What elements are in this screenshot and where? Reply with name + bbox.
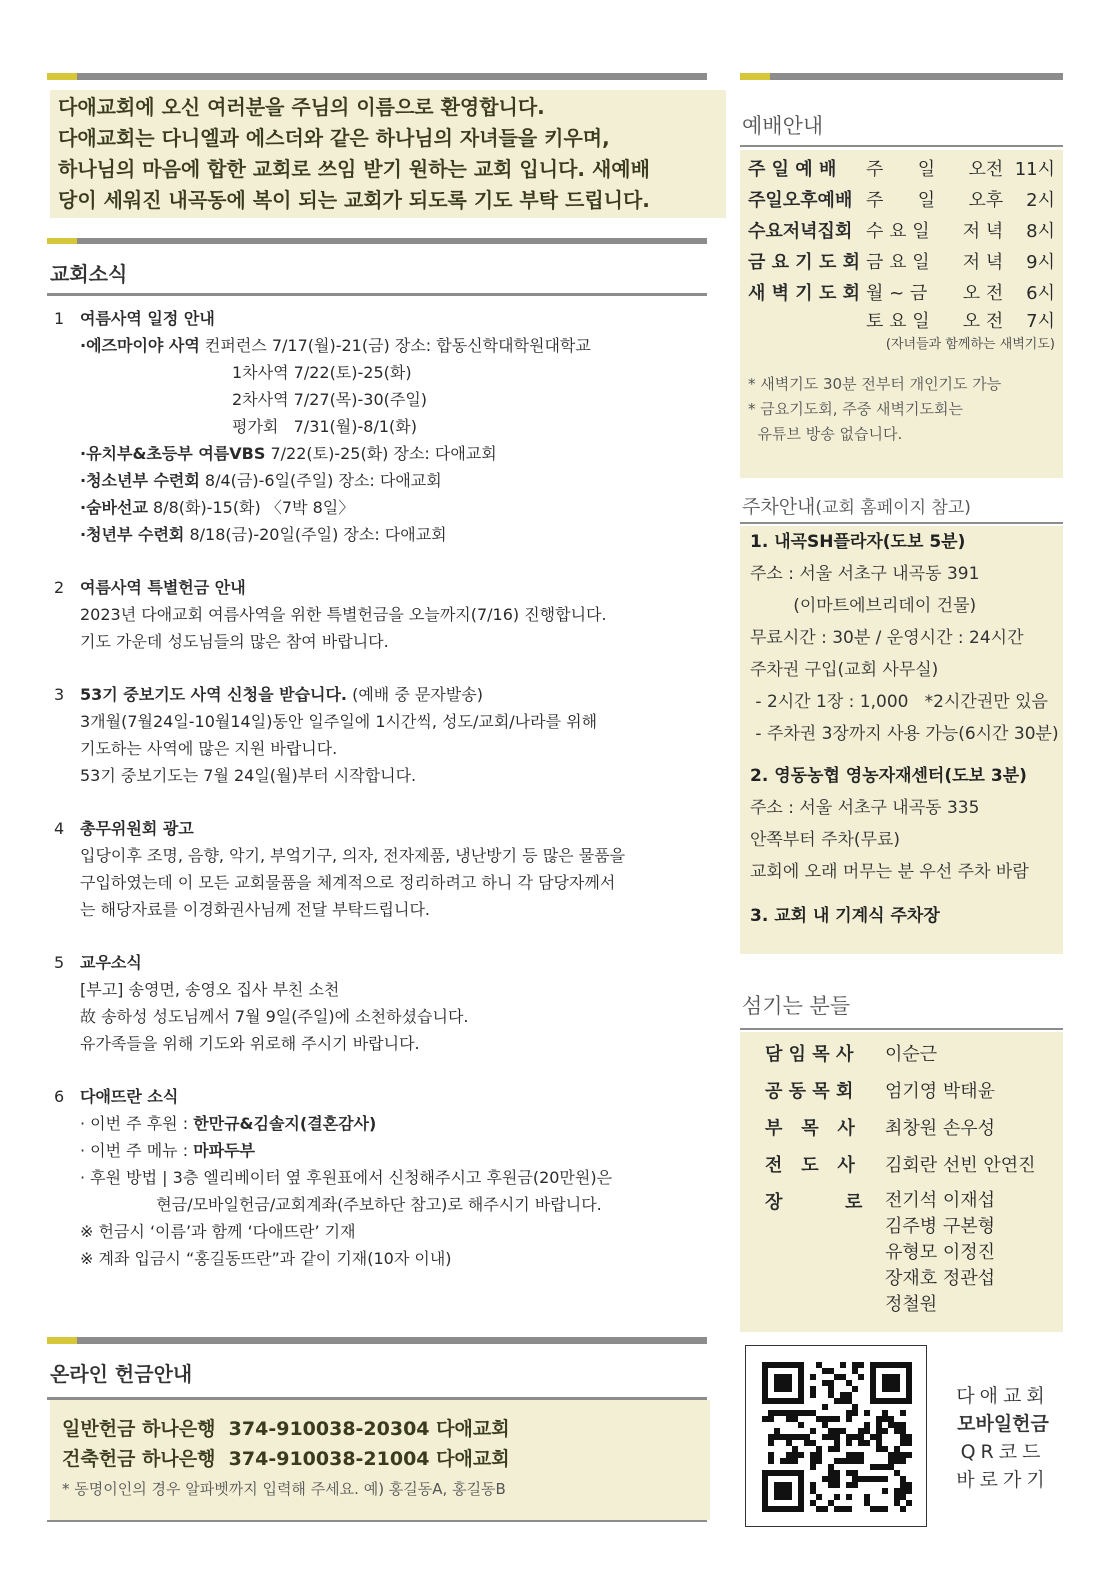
worship-notes: [748, 372, 1055, 447]
news-item: [50, 305, 730, 548]
servers-rule: [740, 1028, 1063, 1030]
online-bottom-rule: [47, 1520, 707, 1522]
worship-rule: [740, 145, 1063, 147]
news-line: 는 해당자료를 이경화권사님께 전달 부탁드립니다.: [80, 900, 431, 919]
news-line: · 후원 방법 | 3층 엘리베이터 옆 후원표에서 신청해주시고 후원금(20만원)은: [80, 1168, 613, 1187]
parking-line: - 2시간 1장 : 1,000 *2시간권만 있음: [750, 692, 1048, 712]
news-line: ※ 헌금시 ‘이름’과 함께 ‘다애뜨란’ 기재: [80, 1222, 356, 1241]
news-item: [50, 1083, 730, 1272]
worship-note: * 금요기도회, 주중 새벽기도회는: [748, 400, 963, 418]
news-line: ·청소년부 수련회 8/4(금)-6일(주일) 장소: 다애교회: [80, 471, 442, 490]
parking-line: 안쪽부터 주차(무료): [750, 830, 901, 850]
qr-caption: [948, 1382, 1058, 1494]
news-item-number: 3: [54, 685, 65, 704]
news-item: [50, 949, 730, 1057]
parking-line: 무료시간 : 30분 / 운영시간 : 24시간: [750, 628, 1024, 648]
news-item-heading: 53기 중보기도 사역 신청을 받습니다. (예배 중 문자발송): [80, 685, 483, 704]
news-rule: [47, 293, 707, 296]
servers-title: 섬기는 분들: [742, 994, 851, 1018]
servers-table: [765, 1040, 1036, 1318]
news-item-number: 6: [54, 1087, 65, 1106]
worship-row: 수요저녁집회 수 요 일 저 녁 8시: [748, 220, 1055, 242]
online-line-building: 건축헌금 하나은행 374-910038-21004 다애교회: [62, 1448, 510, 1470]
parking-line: 주소 : 서울 서초구 내곡동 335: [750, 798, 980, 818]
worship-note: * 새벽기도 30분 전부터 개인기도 가능: [748, 375, 1002, 393]
worship-box: [740, 150, 1063, 478]
news-line: 3개월(7월24일-10월14일)동안 일주일에 1시간씩, 성도/교회/나라를 위해: [80, 712, 598, 731]
online-line-general: 일반헌금 하나은행 374-910038-20304 다애교회: [62, 1418, 510, 1440]
server-row: 공 동 목 회 엄기영 박태윤: [765, 1081, 996, 1102]
parking-title: 주차안내(교회 홈페이지 참고): [742, 496, 971, 518]
welcome-line: 당이 세워진 내곡동에 복이 되는 교회가 되도록 기도 부탁 드립니다.: [58, 188, 650, 212]
news-item-heading: 여름사역 특별헌금 안내: [80, 578, 246, 597]
online-box: [50, 1400, 710, 1520]
news-line: ·유치부&초등부 여름VBS 7/22(토)-25(화) 장소: 다애교회: [80, 444, 497, 463]
elder-name: 정철원: [885, 1294, 938, 1315]
news-item-heading: 여름사역 일정 안내: [80, 309, 215, 328]
news-line: 구입하였는데 이 모든 교회물품을 체계적으로 정리하려고 하니 각 담당자께서: [80, 873, 616, 892]
welcome-message: [50, 90, 726, 218]
news-item: [50, 681, 730, 789]
parking-line: 주소 : 서울 서초구 내곡동 391: [750, 564, 980, 584]
news-item-heading: 다애뜨란 소식: [80, 1087, 179, 1106]
welcome-line: 다애교회에 오신 여러분을 주님의 이름으로 환영합니다.: [58, 95, 545, 119]
news-item-number: 4: [54, 819, 65, 838]
parking-line: (이마트에브리데이 건물): [750, 596, 977, 616]
news-item: [50, 815, 730, 923]
news-line: 故 송하성 성도님께서 7월 9일(주일)에 소천하셨습니다.: [80, 1007, 469, 1026]
news-line: 평가회 7/31(월)-8/1(화): [232, 417, 417, 436]
worship-row: 금 요 기 도 회 금 요 일 저 녁 9시: [748, 251, 1055, 273]
worship-note: 유튜브 방송 없습니다.: [748, 425, 903, 443]
news-line: 1차사역 7/22(토)-25(화): [232, 363, 412, 382]
news-line: 현금/모바일헌금/교회계좌(주보하단 참고)로 해주시기 바랍니다.: [80, 1195, 602, 1214]
news-line: ·청년부 수련회 8/18(금)-20일(주일) 장소: 다애교회: [80, 525, 447, 544]
server-row: 전 도 사 김회란 선빈 안연진: [765, 1155, 1036, 1176]
news-line: ※ 계좌 입금시 “홍길동뜨란”과 같이 기재(10자 이내): [80, 1249, 452, 1268]
news-line: · 이번 주 메뉴 : 마파두부: [80, 1141, 256, 1160]
elder-name: 전기석 이재섭: [885, 1190, 996, 1211]
worship-table: [748, 152, 1055, 333]
parking-spot-1-title: 1. 내곡SH플라자(도보 5분): [750, 532, 966, 552]
news-line: · 이번 주 후원 : 한만규&김솔지(결혼감사): [80, 1114, 377, 1133]
worship-row: 새 벽 기 도 회 월 ~ 금 오 전 6시: [748, 282, 1055, 304]
worship-row: 주일오후예배 주 일 오후 2시: [748, 189, 1055, 211]
news-item-number: 2: [54, 578, 65, 597]
news-line: [부고] 송영면, 송영오 집사 부친 소천: [80, 980, 340, 999]
news-line: 기도 가운데 성도님들의 많은 참여 바랍니다.: [80, 632, 389, 651]
elder-name: 김주병 구본형: [885, 1216, 996, 1237]
parking-line: - 주차권 3장까지 사용 가능(6시간 30분): [750, 724, 1059, 744]
news-item-heading: 교우소식: [80, 953, 142, 972]
top-rule-right: [740, 73, 1063, 80]
online-top-rule: [47, 1337, 707, 1344]
qr-code-graphic: [746, 1346, 926, 1526]
parking-spot-3-title: 3. 교회 내 기계식 주차장: [750, 906, 940, 926]
online-title: 온라인 헌금안내: [50, 1362, 193, 1386]
qr-caption-line: QR코드: [960, 1441, 1046, 1463]
news-line: 유가족들을 위해 기도와 위로해 주시기 바랍니다.: [80, 1034, 420, 1053]
news-line: 2023년 다애교회 여름사역을 위한 특별헌금을 오늘까지(7/16) 진행합니다.: [80, 605, 607, 624]
news-line: 2차사역 7/27(목)-30(주일): [232, 390, 428, 409]
news-item-number: 1: [54, 309, 65, 328]
worship-title: 예배안내: [742, 114, 824, 138]
servers-box: [740, 1032, 1063, 1332]
welcome-line: 하나님의 마음에 합한 교회로 쓰임 받기 원하는 교회 입니다. 새예배: [58, 157, 650, 181]
news-line: 기도하는 사역에 많은 지원 바랍니다.: [80, 739, 338, 758]
parking-box: [740, 526, 1063, 954]
news-title: 교회소식: [50, 262, 128, 286]
parking-rule: [740, 522, 1063, 524]
worship-kids-note: (자녀들과 함께하는 새벽기도): [885, 337, 1055, 352]
qr-caption-line: 바로가기: [956, 1469, 1050, 1491]
news-line: 입당이후 조명, 음향, 악기, 부엌기구, 의자, 전자제품, 냉난방기 등 많은 물품을: [80, 846, 626, 865]
news-list: [50, 305, 730, 1298]
elder-name: 유형모 이정진: [885, 1242, 996, 1263]
news-line: ·에즈마이야 사역 컨퍼런스 7/17(월)-21(금) 장소: 합동신학대학원대학교: [80, 336, 591, 355]
news-line: 53기 중보기도는 7월 24일(월)부터 시작합니다.: [80, 766, 417, 785]
worship-row: 주 일 예 배 주 일 오전 11시: [748, 158, 1055, 180]
news-item-number: 5: [54, 953, 65, 972]
elder-name: 장재호 정관섭: [885, 1268, 996, 1289]
welcome-line: 다애교회는 다니엘과 에스더와 같은 하나님의 자녀들을 키우며,: [58, 126, 610, 150]
online-note: * 동명이인의 경우 알파벳까지 입력해 주세요. 예) 홍길동A, 홍길동B: [62, 1480, 506, 1498]
parking-spot-2-title: 2. 영동농협 영농자재센터(도보 3분): [750, 766, 1027, 786]
worship-row: 토 요 일 오 전 7시: [866, 311, 1055, 332]
qr-code[interactable]: [745, 1345, 927, 1527]
news-item-heading: 총무위원회 광고: [80, 819, 194, 838]
parking-line: 교회에 오래 머무는 분 우선 주차 바람: [750, 862, 1029, 882]
welcome-bottom-rule: [47, 238, 707, 244]
top-rule-left: [47, 73, 707, 80]
parking-line: 주차권 구입(교회 사무실): [750, 660, 939, 680]
news-line: ·숨바선교 8/8(화)-15(화) 〈7박 8일〉: [80, 498, 355, 517]
news-item: [50, 574, 730, 655]
qr-caption-line: 모바일헌금: [957, 1413, 1049, 1435]
qr-caption-line: 다애교회: [956, 1385, 1050, 1407]
server-row: 부 목 사 최창원 손우성: [765, 1118, 996, 1139]
server-row: 장 로 전기석 이재섭 김주병 구본형 유형모 이정진 장재호 정관섭 정철원: [765, 1188, 1036, 1318]
server-row: 담 임 목 사 이순근: [765, 1044, 938, 1065]
